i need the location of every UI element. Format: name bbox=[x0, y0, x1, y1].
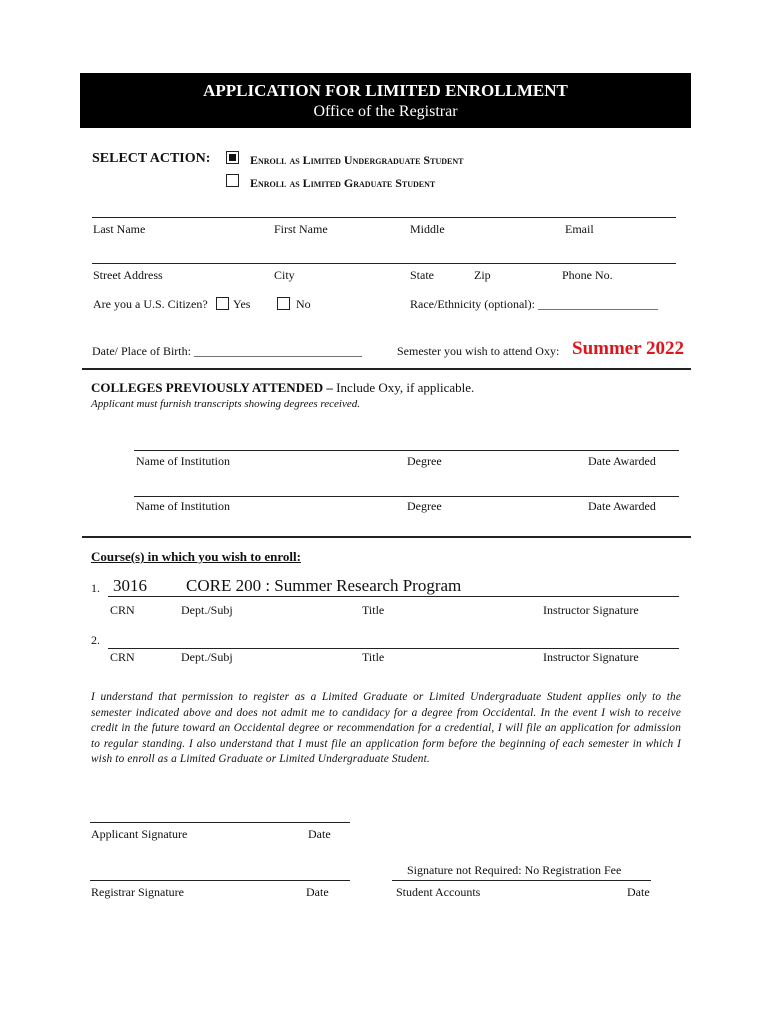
city-label: City bbox=[274, 268, 295, 282]
semester-value[interactable]: Summer 2022 bbox=[572, 338, 685, 359]
colleges-heading-rest: Include Oxy, if applicable. bbox=[332, 380, 475, 395]
applicant-signature-label: Applicant Signature bbox=[91, 827, 188, 841]
course-1-entry-line[interactable] bbox=[108, 596, 679, 597]
college-2-date-label: Date Awarded bbox=[588, 499, 656, 513]
form-subtitle: Office of the Registrar bbox=[313, 103, 458, 120]
college-1-entry-line[interactable] bbox=[134, 450, 679, 451]
understanding-statement: I understand that permission to register as a Limited Graduate or Limited Undergraduate Student applies only to the semester indicated above and does not admit me to candidacy for a degree from Occidental. In the event I wish to receive credit in the future toward an Occidental degree or recommendation for a credential, I will file an application for admission to regular standing. I also understand that I must file an application form before the beginning of each semester in which I wish to enroll as a Limited Graduate or Limited Undergraduate Student. bbox=[91, 691, 681, 765]
registrar-date-label: Date bbox=[306, 885, 329, 899]
registrar-signature-line[interactable] bbox=[90, 880, 350, 881]
course-2-instructor-label: Instructor Signature bbox=[543, 650, 639, 664]
college-2-institution-label: Name of Institution bbox=[136, 499, 230, 513]
semester-label: Semester you wish to attend Oxy: bbox=[397, 344, 560, 358]
student-accounts-signature-line[interactable] bbox=[392, 880, 651, 881]
email-label: Email bbox=[565, 222, 594, 236]
section-divider bbox=[82, 368, 691, 370]
graduate-checkbox[interactable] bbox=[226, 174, 239, 187]
college-1-institution-label: Name of Institution bbox=[136, 454, 230, 468]
street-address-label: Street Address bbox=[93, 268, 163, 282]
course-2-number: 2. bbox=[91, 633, 100, 647]
course-1-number: 1. bbox=[91, 581, 100, 595]
citizen-question: Are you a U.S. Citizen? bbox=[93, 297, 208, 311]
applicant-date-label: Date bbox=[308, 827, 331, 841]
address-entry-line[interactable] bbox=[92, 263, 676, 264]
course-2-title-label: Title bbox=[362, 650, 385, 664]
citizen-yes-checkbox[interactable] bbox=[216, 297, 229, 310]
student-accounts-date-label: Date bbox=[627, 885, 650, 899]
form-title: APPLICATION FOR LIMITED ENROLLMENT bbox=[203, 81, 568, 100]
form-header bbox=[80, 73, 691, 128]
course-1-title[interactable]: CORE 200 : Summer Research Program bbox=[186, 576, 462, 595]
middle-name-label: Middle bbox=[410, 222, 445, 236]
course-1-title-label: Title bbox=[362, 603, 385, 617]
course-1-dept-label: Dept./Subj bbox=[181, 603, 233, 617]
applicant-signature-line[interactable] bbox=[90, 822, 350, 823]
phone-label: Phone No. bbox=[562, 268, 613, 282]
student-accounts-label: Student Accounts bbox=[396, 885, 481, 899]
citizen-yes-label: Yes bbox=[233, 297, 251, 311]
courses-heading: Course(s) in which you wish to enroll: bbox=[91, 549, 301, 564]
select-action-label: SELECT ACTION: bbox=[92, 151, 211, 166]
undergraduate-option-label: Enroll as Limited Undergraduate Student bbox=[250, 153, 464, 167]
college-2-degree-label: Degree bbox=[407, 499, 442, 513]
course-2-dept-label: Dept./Subj bbox=[181, 650, 233, 664]
citizen-no-checkbox[interactable] bbox=[277, 297, 290, 310]
course-1-crn[interactable]: 3016 bbox=[113, 576, 147, 595]
transcripts-note: Applicant must furnish transcripts showing degrees received. bbox=[91, 398, 360, 410]
zip-label: Zip bbox=[474, 268, 491, 282]
graduate-option-label: Enroll as Limited Graduate Student bbox=[250, 176, 436, 190]
state-label: State bbox=[410, 268, 434, 282]
date-place-of-birth-field[interactable]: Date/ Place of Birth: ____________________________ bbox=[92, 344, 362, 358]
section-divider-2 bbox=[82, 536, 691, 538]
course-1-instructor-label: Instructor Signature bbox=[543, 603, 639, 617]
undergraduate-checkbox[interactable] bbox=[226, 151, 239, 164]
college-1-degree-label: Degree bbox=[407, 454, 442, 468]
race-ethnicity-field[interactable]: Race/Ethnicity (optional): ____________________ bbox=[410, 297, 658, 311]
citizen-no-label: No bbox=[296, 297, 311, 311]
first-name-label: First Name bbox=[274, 222, 328, 236]
course-2-entry-line[interactable] bbox=[108, 648, 679, 649]
registrar-signature-label: Registrar Signature bbox=[91, 885, 184, 899]
college-2-entry-line[interactable] bbox=[134, 496, 679, 497]
signature-not-required-note: Signature not Required: No Registration Fee bbox=[407, 863, 622, 877]
name-entry-line[interactable] bbox=[92, 217, 676, 218]
college-1-date-label: Date Awarded bbox=[588, 454, 656, 468]
colleges-heading-bold: COLLEGES PREVIOUSLY ATTENDED – bbox=[91, 380, 333, 395]
course-2-crn-label: CRN bbox=[110, 650, 135, 664]
colleges-heading bbox=[91, 380, 474, 396]
last-name-label: Last Name bbox=[93, 222, 146, 236]
course-1-crn-label: CRN bbox=[110, 603, 135, 617]
